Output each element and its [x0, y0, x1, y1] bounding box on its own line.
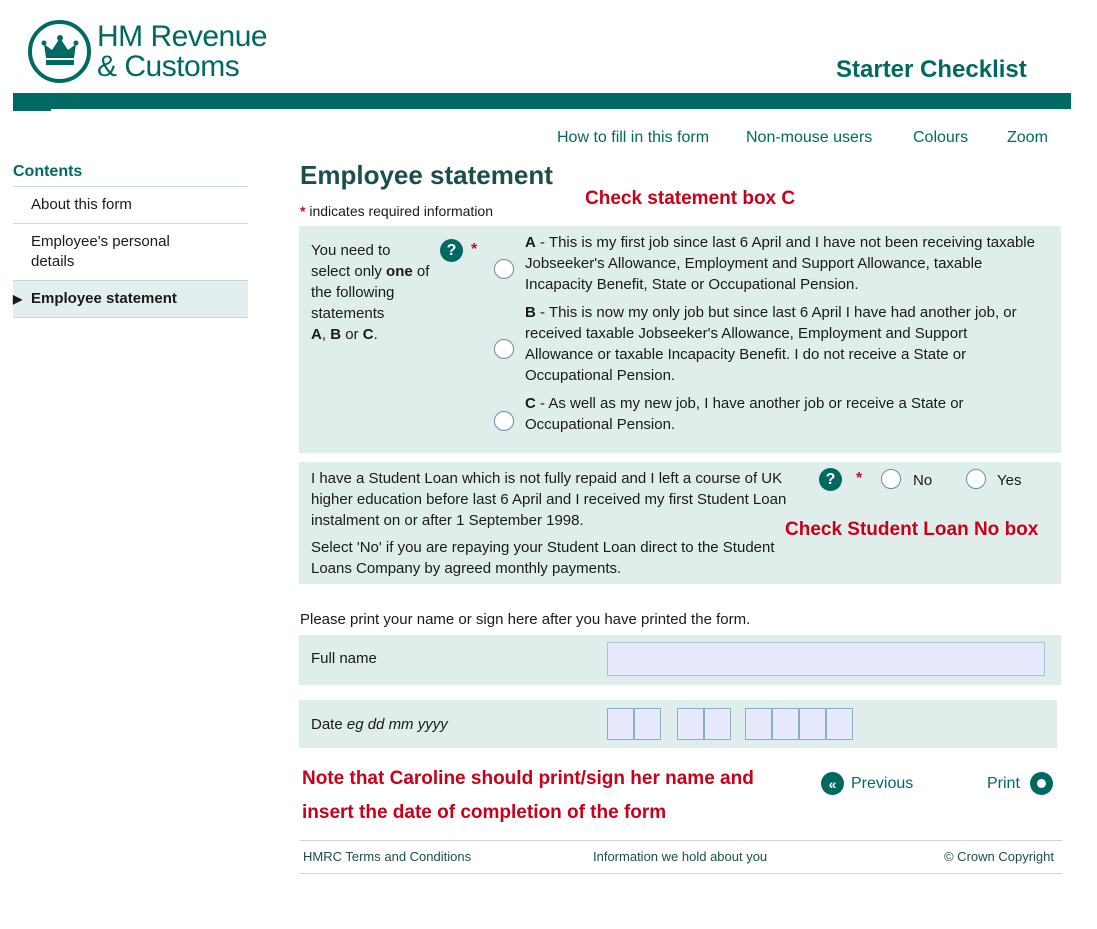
form-title: Starter Checklist — [836, 56, 1027, 83]
statement-intro — [311, 240, 433, 345]
date-month-2[interactable] — [704, 708, 731, 740]
link-zoom[interactable]: Zoom — [1007, 129, 1048, 146]
previous-icon: « — [821, 772, 844, 795]
student-loan-note: Select 'No' if you are repaying your Student Loan direct to the Student Loans Company by agreed monthly payments. — [311, 539, 775, 577]
student-loan-help-icon[interactable] — [819, 468, 842, 491]
link-how-to-fill[interactable]: How to fill in this form — [557, 129, 710, 146]
footer-copyright[interactable]: © Crown Copyright — [943, 849, 1054, 864]
crown-icon — [28, 20, 91, 83]
statement-a-letter: A — [525, 234, 536, 251]
sidebar-item-label: Employee statement — [31, 290, 177, 307]
statement-panel — [299, 226, 1061, 453]
statement-b-text — [525, 302, 1035, 386]
intro-one: one — [386, 263, 413, 280]
full-name-label: Full name — [311, 650, 377, 667]
intro-sep-2: or — [341, 326, 363, 343]
annotation-note-line-1: Note that Caroline should print/sign her name and — [302, 768, 754, 789]
intro-c: C — [362, 326, 374, 343]
date-year-2[interactable] — [772, 708, 799, 740]
radio-statement-c[interactable] — [494, 411, 514, 431]
radio-statement-b[interactable] — [494, 339, 514, 359]
intro-text-2: of the following statements — [311, 263, 430, 322]
print-icon — [1030, 772, 1053, 795]
sidebar-item-personal-details[interactable]: Employee's personal details — [13, 224, 248, 281]
statement-b-body: - This is now my only job but since last 6 April I have had another job, or received taxable Jobseeker's Allowance, Employment and Support Allowance or taxable Incapacity Benefit. I do not receive a State or Occupational Pension. — [525, 304, 1017, 384]
full-name-input[interactable] — [607, 642, 1045, 676]
date-year-3[interactable] — [799, 708, 826, 740]
print-label: Print — [987, 774, 1020, 792]
current-arrow-icon: ▶ — [13, 292, 23, 306]
statement-a-text — [525, 232, 1050, 295]
intro-a: A — [311, 326, 322, 343]
radio-statement-a[interactable] — [494, 259, 514, 279]
intro-end: . — [373, 326, 378, 343]
header-bar-notch — [13, 109, 51, 111]
student-loan-yes-label: Yes — [997, 472, 1022, 489]
statement-b-letter: B — [525, 304, 536, 321]
student-loan-no-label: No — [913, 472, 933, 489]
date-label-text: Date — [311, 716, 343, 733]
statement-c-body: - As well as my new job, I have another job or receive a State or Occupational Pension. — [525, 395, 964, 433]
footer-terms-link[interactable]: HMRC Terms and Conditions — [303, 849, 472, 864]
required-note — [300, 203, 493, 219]
radio-student-loan-yes[interactable] — [966, 469, 986, 489]
required-star: * — [300, 203, 306, 219]
student-loan-required-star: * — [856, 470, 863, 487]
header-bar — [13, 93, 1071, 109]
sidebar-item-employee-statement[interactable] — [13, 281, 248, 318]
date-label — [311, 714, 448, 735]
top-links — [0, 129, 1097, 149]
sidebar-item-about[interactable]: About this form — [13, 187, 248, 224]
annotation-note-line-2: insert the date of completion of the form — [302, 802, 667, 823]
footer-info-link[interactable]: Information we hold about you — [593, 849, 768, 864]
date-year-4[interactable] — [826, 708, 853, 740]
intro-b: B — [330, 326, 342, 343]
sign-instruction: Please print your name or sign here after you have printed the form. — [300, 611, 751, 628]
date-month-1[interactable] — [677, 708, 704, 740]
link-colours[interactable]: Colours — [913, 129, 969, 146]
link-non-mouse-users[interactable]: Non-mouse users — [746, 129, 873, 146]
hmrc-logo — [28, 20, 267, 83]
contents-sidebar — [13, 163, 248, 318]
help-icon[interactable]: ? — [440, 239, 463, 262]
logo-text — [97, 19, 268, 83]
previous-label: Previous — [851, 774, 914, 792]
statement-required-star: * — [471, 241, 478, 258]
annotation-statement: Check statement box C — [585, 188, 796, 209]
statement-a-body: - This is my first job since last 6 April and I have not been receiving taxable Jobseeker's Allowance, Employment and Support Allowance, taxable Incapacity Benefit, State or Occupational Pension. — [525, 234, 1035, 293]
previous-button[interactable] — [821, 772, 913, 795]
print-button[interactable] — [987, 772, 1053, 795]
required-note-text: indicates required information — [309, 203, 493, 219]
statement-c-letter: C — [525, 395, 536, 412]
intro-text-1: You need to select only — [311, 242, 391, 280]
radio-student-loan-no[interactable] — [881, 469, 901, 489]
page-title: Employee statement — [300, 160, 553, 190]
annotation-student-loan: Check Student Loan No box — [785, 519, 1039, 540]
date-day-1[interactable] — [607, 708, 634, 740]
logo-line-1: HM Revenue — [97, 19, 268, 53]
help-icon[interactable]: ? — [819, 468, 842, 491]
logo-line-2: & Customs — [97, 49, 240, 83]
statement-c-text — [525, 393, 1035, 435]
contents-heading: Contents — [13, 163, 248, 187]
date-hint: eg dd mm yyyy — [346, 716, 448, 733]
footer — [299, 840, 1062, 874]
statement-help-icon[interactable] — [440, 239, 463, 262]
date-year-1[interactable] — [745, 708, 772, 740]
intro-sep-1: , — [321, 326, 331, 343]
date-day-2[interactable] — [634, 708, 661, 740]
annotation-note — [302, 762, 754, 830]
student-loan-text: I have a Student Loan which is not fully repaid and I left a course of UK higher education before last 6 April and I received my first Student Loan instalment on or after 1 September 1998. — [311, 470, 787, 529]
